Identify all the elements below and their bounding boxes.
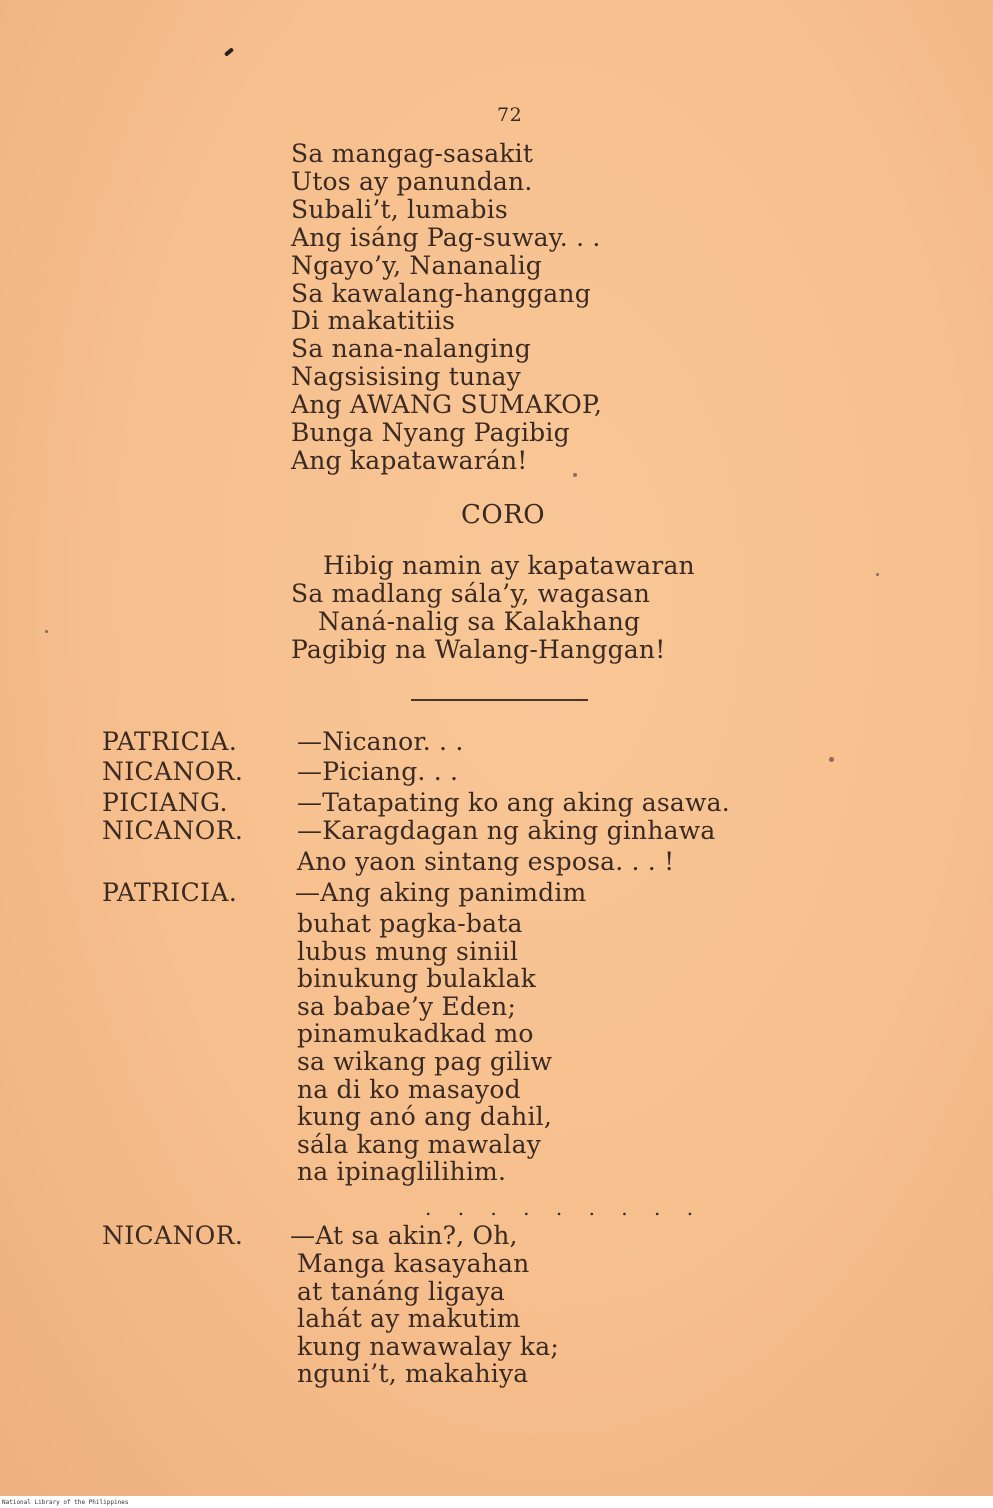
- paper-speck: [573, 473, 577, 477]
- coro-line: Hibig namin ay kapatawaran: [323, 551, 695, 580]
- ink-mark: [224, 47, 234, 56]
- verse-line: lahát ay makutim: [297, 1304, 521, 1334]
- verse-line: kung nawawalay ka;: [297, 1331, 559, 1361]
- section-divider: [411, 699, 588, 701]
- verse-line: sa babae’y Eden;: [297, 991, 517, 1021]
- stanza-line: Utos ay panundan.: [291, 166, 533, 196]
- verse-line: buhat pagka-bata: [297, 909, 523, 938]
- stanza-line: Nagsisising tunay: [291, 362, 521, 392]
- dialogue-line: —Karagdagan ng aking ginhawa: [297, 816, 716, 845]
- verse-line: nguni’t, makahiya: [297, 1359, 529, 1389]
- footer-strip: [0, 1496, 993, 1508]
- paper-speck: [45, 630, 48, 633]
- speaker-name: NICANOR.: [102, 757, 244, 786]
- dialogue-line: —Piciang. . .: [297, 757, 459, 786]
- paper-speck: [829, 757, 834, 762]
- stanza-line: Sa mangag-sasakit: [291, 139, 534, 168]
- stanza-line: Sa kawalang-hanggang: [291, 278, 591, 308]
- footer-credit: National Library of the Philippines: [2, 1499, 129, 1506]
- dialogue-line: —Tatapating ko ang aking asawa.: [297, 788, 730, 817]
- dialogue-line: —At sa akin?, Oh,: [290, 1221, 518, 1250]
- page-number: 72: [497, 104, 523, 126]
- dialogue-line: Ano yaon sintang esposa. . . !: [297, 847, 675, 876]
- verse-line: binukung bulaklak: [297, 964, 537, 994]
- verse-line: Manga kasayahan: [297, 1249, 530, 1278]
- speaker-name: NICANOR.: [102, 1221, 244, 1250]
- verse-line: na di ko masayod: [297, 1074, 521, 1104]
- coro-verse: [291, 552, 695, 664]
- verse-line: na ipinaglilihim.: [297, 1157, 507, 1187]
- coro-line: Sa madlang sála’y, wagasan: [291, 579, 651, 608]
- coro-heading: CORO: [461, 500, 546, 530]
- verse-line: sa wikang pag giliw: [297, 1046, 553, 1076]
- stanza-line: Bunga Nyang Pagibig: [291, 418, 570, 448]
- stanza-line: Ang isáng Pag-suway. . .: [291, 222, 601, 252]
- stanza: [291, 140, 602, 475]
- coro-line: Naná-nalig sa Kalakhang: [318, 607, 641, 636]
- dialogue-line: —Ang aking panimdim: [295, 878, 587, 907]
- verse-line: at tanáng ligaya: [297, 1276, 506, 1306]
- speaker-name: PICIANG.: [102, 788, 228, 817]
- stanza-line: Sa nana-nalanging: [291, 334, 531, 364]
- stanza-line: Ang AWANG SUMAKOP,: [291, 390, 603, 420]
- stanza-line: Subali’t, lumabis: [291, 194, 508, 224]
- stanza-line: Ngayo’y, Nananalig: [291, 250, 542, 280]
- patricia-verse: [297, 910, 552, 1186]
- stanza-line: Di makatitiis: [291, 306, 456, 336]
- paper-speck: [876, 573, 879, 576]
- verse-line: pinamukadkad mo: [297, 1019, 534, 1049]
- speaker-name: PATRICIA.: [102, 878, 238, 907]
- verse-line: lubus mung siniil: [297, 936, 519, 966]
- speaker-name: NICANOR.: [102, 816, 244, 845]
- stanza-line: Ang kapatawarán!: [291, 445, 528, 475]
- nicanor-verse: [297, 1250, 559, 1388]
- coro-line: Pagibig na Walang-Hanggan!: [291, 635, 666, 664]
- verse-line: kung anó ang dahil,: [297, 1102, 553, 1132]
- dotted-separator: . . . . . . . . .: [425, 1196, 704, 1220]
- verse-line: sála kang mawalay: [297, 1129, 542, 1159]
- dialogue-line: —Nicanor. . .: [297, 727, 464, 756]
- speaker-name: PATRICIA.: [102, 727, 238, 756]
